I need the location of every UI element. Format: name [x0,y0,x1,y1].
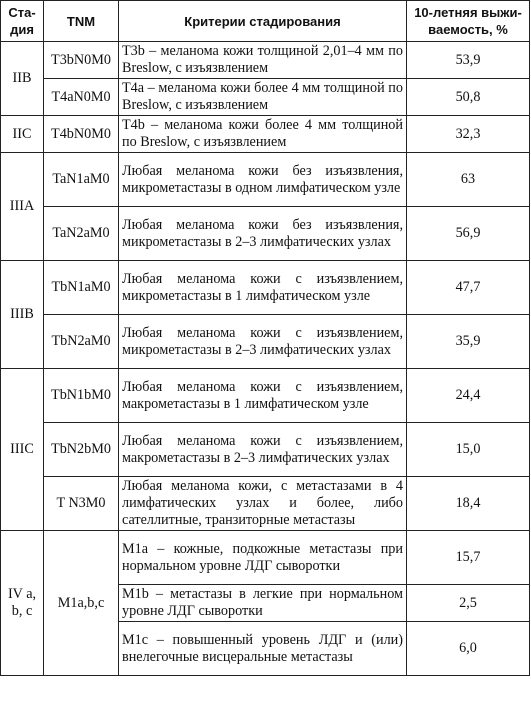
table-row [1,531,530,585]
stage-cell-iib: IIB [1,42,44,116]
criteria-cell: Любая меланома кожи без изъязвления, микрометастазы в 2–3 лимфатических узлах [119,207,407,261]
criteria-cell: Любая меланома кожи с изъязвлением, микрометастазы в 2–3 лимфатических узлах [119,315,407,369]
criteria-cell: Любая меланома кожи без изъязвления, микрометастазы в одном лимфатическом узле [119,153,407,207]
criteria-cell: Любая меланома кожи с изъязвлением, макрометастазы в 1 лимфатическом узле [119,369,407,423]
stage-cell-iv: IV a, b, c [1,531,44,676]
header-stage-line2: дия [10,22,34,37]
criteria-cell: M1c – повышенный уровень ЛДГ и (или) внелегочные висцеральные метастазы [119,622,407,676]
criteria-cell: M1a – кожные, подкожные метастазы при нормальном уровне ЛДГ сыворотки [119,531,407,585]
table-row [1,153,530,207]
tnm-cell: TbN2aM0 [44,315,119,369]
tnm-cell: TaN1aM0 [44,153,119,207]
table-row [1,79,530,116]
survival-cell: 18,4 [407,477,530,531]
tnm-cell-shared: M1a,b,c [44,531,119,676]
header-survival-line2: ваемость, % [428,22,508,37]
survival-cell: 63 [407,153,530,207]
survival-cell: 2,5 [407,585,530,622]
survival-cell: 6,0 [407,622,530,676]
stage-cell-iic: IIC [1,116,44,153]
tnm-cell: T4aN0M0 [44,79,119,116]
criteria-cell: T4b – меланома кожи более 4 мм толщиной по Breslow, с изъязвлением [119,116,407,153]
tnm-cell: TbN1bM0 [44,369,119,423]
header-stage-line1: Ста- [8,5,36,20]
header-criteria: Критерии стадирования [119,1,407,42]
survival-cell: 50,8 [407,79,530,116]
survival-cell: 32,3 [407,116,530,153]
tnm-cell: TbN1aM0 [44,261,119,315]
criteria-cell: M1b – метастазы в легкие при нормальном уровне ЛДГ сыворотки [119,585,407,622]
tnm-cell: T N3M0 [44,477,119,531]
criteria-cell: Любая меланома кожи с изъязвлением, микрометастазы в 1 лимфатическом узле [119,261,407,315]
table-row [1,116,530,153]
table-row [1,369,530,423]
criteria-cell: T4a – меланома кожи более 4 мм толщиной по Breslow, с изъязвлением [119,79,407,116]
criteria-cell: Любая меланома кожи, с метастазами в 4 лимфатических узлах и более, либо сателлитные, транзиторные метастазы [119,477,407,531]
table-row [1,315,530,369]
tnm-cell: T4bN0M0 [44,116,119,153]
stage-cell-iiic: IIIC [1,369,44,531]
header-survival [407,1,530,42]
survival-cell: 53,9 [407,42,530,79]
tnm-cell: T3bN0M0 [44,42,119,79]
survival-cell: 35,9 [407,315,530,369]
criteria-cell: T3b – меланома кожи толщиной 2,01–4 мм по Breslow, с изъязвлением [119,42,407,79]
survival-cell: 24,4 [407,369,530,423]
table-row [1,261,530,315]
table-row [1,42,530,79]
survival-cell: 56,9 [407,207,530,261]
table-row [1,477,530,531]
tnm-cell: TaN2aM0 [44,207,119,261]
stage-cell-iiib: IIIB [1,261,44,369]
tnm-cell: TbN2bM0 [44,423,119,477]
header-tnm: TNM [44,1,119,42]
survival-cell: 47,7 [407,261,530,315]
criteria-cell: Любая меланома кожи с изъязвлением, макрометастазы в 2–3 лимфатических узлах [119,423,407,477]
table-row [1,423,530,477]
survival-cell: 15,0 [407,423,530,477]
stage-cell-iiia: IIIA [1,153,44,261]
table-header-row [1,1,530,42]
header-stage [1,1,44,42]
table-row [1,207,530,261]
survival-cell: 15,7 [407,531,530,585]
header-survival-line1: 10-летняя выжи- [414,5,522,20]
